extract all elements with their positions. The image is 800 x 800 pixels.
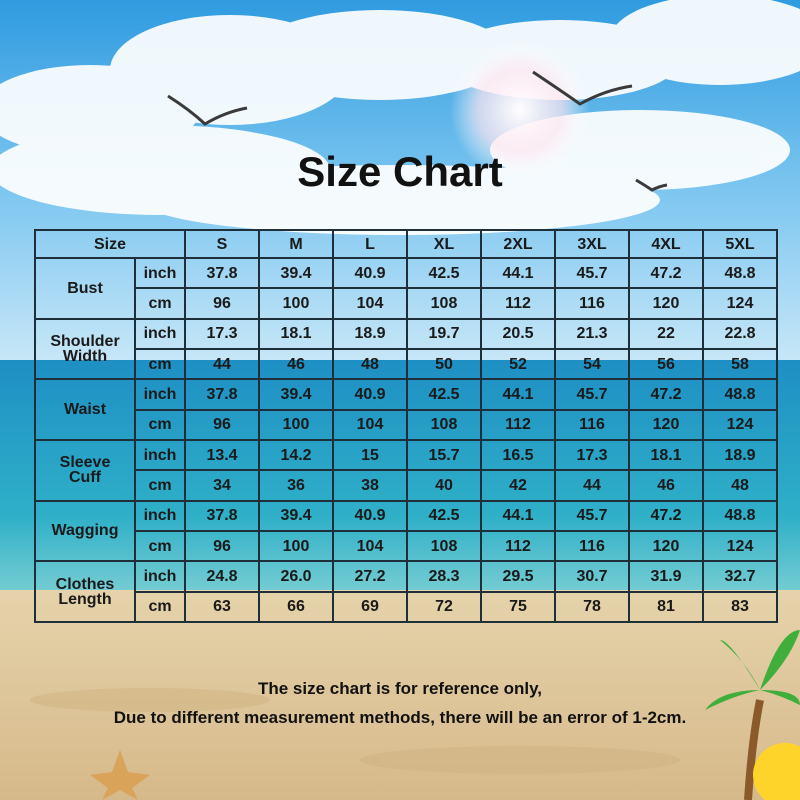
table-cell: 32.7 [703, 561, 777, 591]
table-cell: 31.9 [629, 561, 703, 591]
table-cell: 15 [333, 440, 407, 470]
table-cell: 22.8 [703, 319, 777, 349]
table-cell: 18.1 [629, 440, 703, 470]
header-size-cell: S [185, 230, 259, 258]
table-cell: 100 [259, 410, 333, 440]
table-cell: 16.5 [481, 440, 555, 470]
unit-label: cm [135, 410, 185, 440]
table-cell: 45.7 [555, 258, 629, 288]
table-cell: 40.9 [333, 501, 407, 531]
table-cell: 17.3 [555, 440, 629, 470]
table-cell: 104 [333, 531, 407, 561]
table-cell: 100 [259, 531, 333, 561]
table-row [35, 410, 777, 440]
table-row [35, 531, 777, 561]
table-cell: 20.5 [481, 319, 555, 349]
unit-label: cm [135, 349, 185, 379]
table-cell: 47.2 [629, 258, 703, 288]
table-cell: 22 [629, 319, 703, 349]
table-cell: 124 [703, 410, 777, 440]
table-cell: 63 [185, 592, 259, 622]
table-cell: 116 [555, 410, 629, 440]
table-cell: 47.2 [629, 501, 703, 531]
table-cell: 48.8 [703, 501, 777, 531]
table-cell: 18.9 [333, 319, 407, 349]
table-header-row [35, 230, 777, 258]
table-cell: 58 [703, 349, 777, 379]
table-cell: 28.3 [407, 561, 481, 591]
table-cell: 37.8 [185, 501, 259, 531]
table-cell: 108 [407, 410, 481, 440]
table-cell: 120 [629, 531, 703, 561]
table-cell: 124 [703, 288, 777, 318]
table-row [35, 561, 777, 591]
table-row [35, 592, 777, 622]
table-cell: 108 [407, 531, 481, 561]
table-cell: 96 [185, 410, 259, 440]
table-cell: 47.2 [629, 379, 703, 409]
table-cell: 120 [629, 410, 703, 440]
table-cell: 54 [555, 349, 629, 379]
table-row [35, 440, 777, 470]
table-cell: 108 [407, 288, 481, 318]
table-cell: 17.3 [185, 319, 259, 349]
table-cell: 112 [481, 531, 555, 561]
unit-label: inch [135, 379, 185, 409]
table-cell: 66 [259, 592, 333, 622]
unit-label: inch [135, 258, 185, 288]
unit-label: cm [135, 288, 185, 318]
table-cell: 26.0 [259, 561, 333, 591]
unit-label: inch [135, 440, 185, 470]
table-cell: 44 [555, 470, 629, 500]
table-cell: 29.5 [481, 561, 555, 591]
table-cell: 40 [407, 470, 481, 500]
table-cell: 40.9 [333, 258, 407, 288]
table-cell: 116 [555, 288, 629, 318]
table-cell: 45.7 [555, 501, 629, 531]
note-error: Due to different measurement methods, there will be an error of 1-2cm. [113, 708, 687, 727]
table-cell: 72 [407, 592, 481, 622]
table-cell: 48.8 [703, 379, 777, 409]
table-cell: 81 [629, 592, 703, 622]
table-row [35, 470, 777, 500]
table-cell: 46 [259, 349, 333, 379]
table-cell: 42.5 [407, 258, 481, 288]
table-cell: 44.1 [481, 258, 555, 288]
table-cell: 21.3 [555, 319, 629, 349]
page-title: Size Chart [297, 148, 503, 195]
table-cell: 39.4 [259, 379, 333, 409]
table-cell: 46 [629, 470, 703, 500]
header-size-cell: 3XL [555, 230, 629, 258]
table-cell: 75 [481, 592, 555, 622]
unit-label: cm [135, 470, 185, 500]
table-cell: 30.7 [555, 561, 629, 591]
table-cell: 18.1 [259, 319, 333, 349]
table-cell: 42 [481, 470, 555, 500]
measurement-label: Sleeve Cuff [35, 440, 135, 501]
unit-label: inch [135, 319, 185, 349]
table-cell: 13.4 [185, 440, 259, 470]
table-row [35, 258, 777, 288]
header-size-cell: 5XL [703, 230, 777, 258]
table-cell: 96 [185, 531, 259, 561]
unit-label: inch [135, 561, 185, 591]
table-cell: 100 [259, 288, 333, 318]
table-row [35, 319, 777, 349]
measurement-label: Waist [35, 379, 135, 440]
table-cell: 36 [259, 470, 333, 500]
table-cell: 18.9 [703, 440, 777, 470]
table-cell: 42.5 [407, 501, 481, 531]
table-cell: 96 [185, 288, 259, 318]
header-size-cell: 2XL [481, 230, 555, 258]
measurement-label: Bust [35, 258, 135, 319]
table-cell: 37.8 [185, 258, 259, 288]
table-cell: 56 [629, 349, 703, 379]
table-row [35, 379, 777, 409]
table-cell: 14.2 [259, 440, 333, 470]
table-cell: 34 [185, 470, 259, 500]
table-cell: 104 [333, 410, 407, 440]
table-cell: 27.2 [333, 561, 407, 591]
table-cell: 48 [333, 349, 407, 379]
measurement-label: Wagging [35, 501, 135, 562]
table-row [35, 349, 777, 379]
table-cell: 69 [333, 592, 407, 622]
measurement-label: Clothes Length [35, 561, 135, 622]
table-cell: 78 [555, 592, 629, 622]
unit-label: cm [135, 531, 185, 561]
table-cell: 44.1 [481, 501, 555, 531]
table-row [35, 288, 777, 318]
table-cell: 124 [703, 531, 777, 561]
table-cell: 24.8 [185, 561, 259, 591]
table-cell: 83 [703, 592, 777, 622]
table-cell: 42.5 [407, 379, 481, 409]
header-size-cell: L [333, 230, 407, 258]
table-cell: 44 [185, 349, 259, 379]
table-cell: 48.8 [703, 258, 777, 288]
table-cell: 39.4 [259, 258, 333, 288]
table-cell: 38 [333, 470, 407, 500]
header-size-label: Size [35, 230, 185, 258]
header-size-cell: 4XL [629, 230, 703, 258]
table-cell: 48 [703, 470, 777, 500]
table-cell: 116 [555, 531, 629, 561]
table-cell: 45.7 [555, 379, 629, 409]
note-reference: The size chart is for reference only, [257, 679, 543, 698]
table-cell: 52 [481, 349, 555, 379]
header-size-cell: XL [407, 230, 481, 258]
table-cell: 104 [333, 288, 407, 318]
table-cell: 120 [629, 288, 703, 318]
measurement-label: Shoulder Width [35, 319, 135, 380]
table-row [35, 501, 777, 531]
size-table [34, 229, 778, 623]
unit-label: inch [135, 501, 185, 531]
header-size-cell: M [259, 230, 333, 258]
table-cell: 44.1 [481, 379, 555, 409]
table-cell: 112 [481, 288, 555, 318]
unit-label: cm [135, 592, 185, 622]
table-cell: 19.7 [407, 319, 481, 349]
table-cell: 37.8 [185, 379, 259, 409]
table-cell: 112 [481, 410, 555, 440]
table-cell: 15.7 [407, 440, 481, 470]
table-cell: 39.4 [259, 501, 333, 531]
table-cell: 40.9 [333, 379, 407, 409]
table-cell: 50 [407, 349, 481, 379]
